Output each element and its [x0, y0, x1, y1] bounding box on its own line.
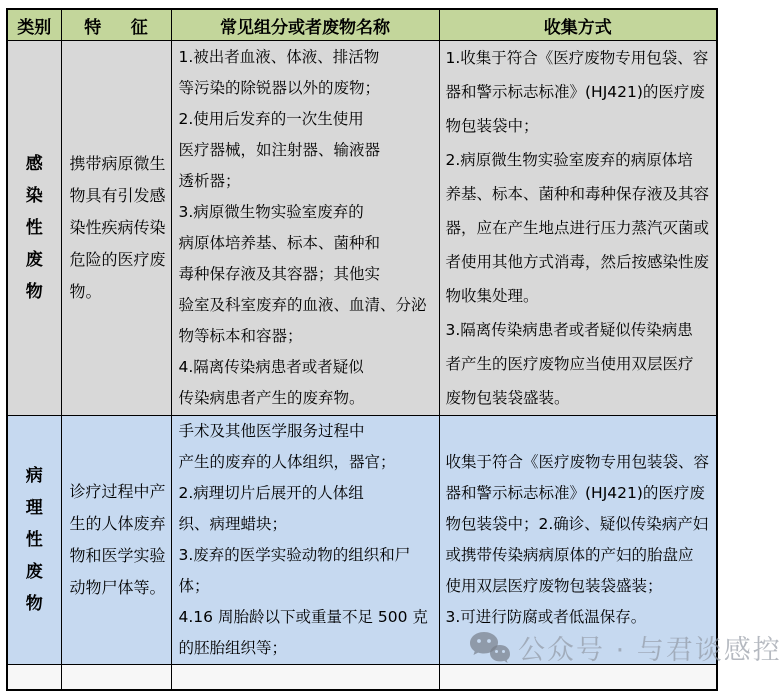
text-line: 器和警示标志标准》(HJ421)的医疗废 — [445, 83, 705, 101]
components-text — [172, 42, 439, 414]
cell-feature-infectious — [61, 41, 171, 416]
text-line: 医疗器械，如注射器、输液器 — [178, 141, 381, 159]
text-line: 器和警示标志标准》(HJ421)的医疗废 — [445, 484, 705, 502]
watermark-label: 公众号 · 与君谈感控 — [518, 635, 782, 666]
text-line: 病原体培养基、标本、菌种和 — [178, 234, 381, 252]
cell-components-infectious — [171, 41, 439, 416]
table-row-partial — [7, 665, 717, 691]
text-line: 携带病原微生 — [69, 154, 166, 173]
cell-category-pathological — [7, 416, 61, 665]
table-row-pathological-waste — [7, 416, 717, 665]
collection-text — [440, 447, 717, 633]
header-row — [7, 9, 717, 41]
text-line: 的胚胎组织等； — [178, 639, 288, 657]
text-line: 者产生的医疗废物应当使用双层医疗 — [445, 355, 694, 373]
text-line: 者使用其他方式消毒，然后按感染性废 — [445, 253, 710, 271]
cell-components-pathological — [171, 416, 439, 665]
text-line: 3.病原微生物实验室废弃的 — [178, 203, 364, 221]
text-line: 废物包装袋盛装。 — [445, 389, 570, 407]
text-line: 物具有引发感 — [69, 186, 166, 205]
text-line: 透析器； — [178, 172, 241, 190]
text-line: 2.病理切片后展开的人体组 — [178, 484, 364, 502]
header-feature: 特 征 — [61, 9, 171, 41]
text-line: 生的人体废弃 — [69, 514, 166, 533]
header-collection: 收集方式 — [439, 9, 717, 41]
text-line: 使用双层医疗废物包装袋盛装； — [445, 577, 663, 595]
collection-text — [440, 41, 717, 415]
text-line: 3.可进行防腐或者低温保存。 — [445, 608, 647, 626]
category-vertical-text: 感染性废物 — [25, 154, 43, 302]
text-line: 3.废弃的医学实验动物的组织和尸 — [178, 546, 411, 564]
header-category: 类别 — [7, 9, 61, 41]
text-line: 物。 — [69, 282, 102, 301]
text-line: 毒种保存液及其容器；其他实 — [178, 265, 381, 283]
feature-text — [62, 476, 171, 604]
text-line: 等污染的除锐器以外的废物； — [178, 79, 381, 97]
text-line: 染性疾病传染 — [69, 218, 166, 237]
text-line: 养基、标本、菌种和毒种保存液及其容 — [445, 185, 710, 203]
cell-collection-infectious — [439, 41, 717, 416]
text-line: 织、病理蜡块； — [178, 515, 288, 533]
table-row-infectious-waste — [7, 41, 717, 416]
text-line: 2.使用后发弃的一次生使用 — [178, 110, 364, 128]
text-line: 动物尸体等。 — [69, 578, 166, 597]
text-line: 诊疗过程中产 — [69, 482, 166, 501]
text-line: 1.收集于符合《医疗废物专用包袋、容 — [445, 49, 709, 67]
cell-partial — [7, 665, 61, 691]
text-line: 体； — [178, 577, 210, 595]
medical-waste-table — [6, 8, 718, 691]
text-line: 物包装袋中；2.确诊、疑似传染病产妇 — [445, 515, 709, 533]
text-line: 器，应在产生地点进行压力蒸汽灭菌或 — [445, 219, 710, 237]
text-line: 收集于符合《医疗废物专用包装袋、容 — [445, 453, 710, 471]
text-line: 或携带传染病病原体的产妇的胎盘应 — [445, 546, 694, 564]
text-line: 1.被出者血液、体液、排活物 — [178, 48, 380, 66]
text-line: 物包装袋中； — [445, 117, 539, 135]
cell-partial — [171, 665, 439, 691]
header-components: 常见组分或者废物名称 — [171, 9, 439, 41]
text-line: 物等标本和容器； — [178, 327, 303, 345]
text-line: 4.隔离传染病患者或者疑似 — [178, 358, 364, 376]
text-line: 4.16 周胎龄以下或重量不足 500 克 — [178, 608, 428, 626]
components-text — [172, 416, 439, 664]
cell-category-infectious — [7, 41, 61, 416]
text-line: 产生的废弃的人体组织，器官； — [178, 453, 396, 471]
text-line: 验室及科室废弃的血液、血清、分泌 — [178, 296, 427, 314]
cell-partial — [61, 665, 171, 691]
category-vertical-text: 病理性废物 — [25, 466, 43, 614]
cell-partial — [439, 665, 717, 691]
text-line: 物和医学实验 — [69, 546, 166, 565]
text-line: 手术及其他医学服务过程中 — [178, 422, 365, 440]
feature-text — [62, 148, 171, 308]
text-line: 3.隔离传染病患者或者疑似传染病患 — [445, 321, 693, 339]
cell-collection-pathological — [439, 416, 717, 665]
text-line: 2.病原微生物实验室废弃的病原体培 — [445, 151, 693, 169]
cell-feature-pathological — [61, 416, 171, 665]
text-line: 物收集处理。 — [445, 287, 539, 305]
text-line: 危险的医疗废 — [69, 250, 166, 269]
text-line: 传染病患者产生的废弃物。 — [178, 389, 365, 407]
